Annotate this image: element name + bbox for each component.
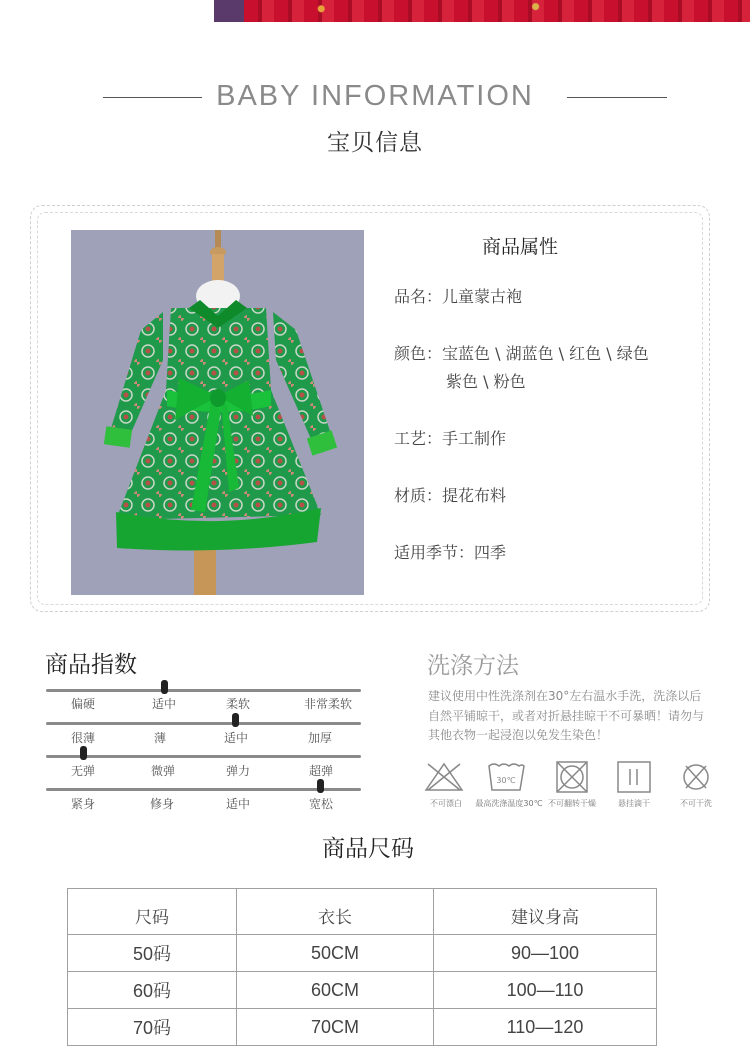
top-banner-edge <box>214 0 244 22</box>
index-option: 适中 <box>223 731 248 745</box>
table-cell: 60CM <box>237 972 434 1009</box>
attributes-title: 商品属性 <box>481 236 558 258</box>
table-header-cell: 尺码 <box>68 889 237 935</box>
index-option: 无弹 <box>70 764 95 778</box>
section-title-en: BABY INFORMATION <box>216 80 534 112</box>
table-cell: 50码 <box>68 935 237 972</box>
wash-30-icon <box>486 760 526 794</box>
table-cell: 90—100 <box>434 935 657 972</box>
attr-row-name <box>394 283 684 311</box>
hang-dry-icon <box>615 760 655 794</box>
index-option: 适中 <box>151 697 176 711</box>
attr-craft-value: 手工制作 <box>442 429 507 448</box>
wash-label: 不可漂白 <box>430 799 462 808</box>
size-title: 商品尺码 <box>322 836 414 862</box>
index-option: 加厚 <box>307 731 332 745</box>
attr-row-color <box>394 340 684 368</box>
table-header-cell: 建议身高 <box>434 889 657 935</box>
index-scale-thickness <box>46 722 361 725</box>
index-option: 紧身 <box>70 797 95 811</box>
table-cell: 70CM <box>237 1009 434 1046</box>
attr-color-key: 颜色： <box>394 344 443 363</box>
wash-label: 悬挂滴干 <box>618 799 650 808</box>
wash-label: 最高洗涤温度30℃ <box>475 799 543 808</box>
index-option: 偏硬 <box>70 697 95 711</box>
index-marker-softness <box>161 680 168 694</box>
table-cell: 100—110 <box>434 972 657 1009</box>
index-marker-fit <box>317 779 324 793</box>
index-option: 宽松 <box>308 797 333 811</box>
index-title: 商品指数 <box>45 652 137 678</box>
index-option: 超弹 <box>308 764 333 778</box>
table-row <box>68 1009 657 1046</box>
attr-color-value: 宝蓝色 \ 湖蓝色 \ 红色 \ 绿色 <box>442 344 649 363</box>
index-option: 非常柔软 <box>303 697 352 711</box>
index-option: 微弹 <box>150 764 175 778</box>
table-cell: 70码 <box>68 1009 237 1046</box>
wash-label: 不可干洗 <box>680 799 712 808</box>
no-bleach-icon <box>424 760 464 794</box>
attr-row-material <box>394 482 684 510</box>
table-cell: 50CM <box>237 935 434 972</box>
table-header-row <box>68 889 657 935</box>
attr-row-season <box>394 539 684 567</box>
table-cell: 110—120 <box>434 1009 657 1046</box>
attr-season-value: 四季 <box>474 543 507 562</box>
attr-name-key: 品名： <box>394 287 443 306</box>
attr-material-value: 提花布料 <box>442 486 507 505</box>
wash-label: 不可翻转干燥 <box>548 799 596 808</box>
index-marker-elasticity <box>80 746 87 760</box>
top-banner-image <box>214 0 750 22</box>
table-header-cell: 衣长 <box>237 889 434 935</box>
table-row <box>68 972 657 1009</box>
index-option: 薄 <box>153 731 166 745</box>
attr-material-key: 材质： <box>394 486 443 505</box>
section-title-cn: 宝贝信息 <box>327 130 423 156</box>
wash-temp-label: 30℃ <box>496 776 516 785</box>
index-option: 适中 <box>225 797 250 811</box>
index-scale-elasticity <box>46 755 361 758</box>
attr-craft-key: 工艺： <box>394 429 443 448</box>
attr-color-value-line2: 紫色 \ 粉色 <box>446 372 526 391</box>
index-option: 修身 <box>149 797 174 811</box>
no-dry-clean-icon <box>677 760 717 794</box>
mongolian-robe-illustration <box>71 230 364 595</box>
index-option: 很薄 <box>70 731 95 745</box>
size-table <box>67 888 657 1046</box>
wash-description: 建议使用中性洗涤剂在30°左右温水手洗，洗涤以后自然平铺晾干，或者对折悬挂晾干不可暴晒！请勿与其他衣物一起浸泡以免发生染色！ <box>428 689 705 742</box>
attr-name-value: 儿童蒙古袍 <box>442 287 523 306</box>
index-option: 弹力 <box>225 764 250 778</box>
attr-row-craft <box>394 425 684 453</box>
wash-title: 洗涤方法 <box>427 653 519 679</box>
index-scale-fit <box>46 788 361 791</box>
no-tumble-dry-icon <box>553 760 593 794</box>
index-option: 柔软 <box>225 697 250 711</box>
index-marker-thickness <box>232 713 239 727</box>
index-scale-softness <box>46 689 361 692</box>
table-row <box>68 935 657 972</box>
table-cell: 60码 <box>68 972 237 1009</box>
product-photo <box>71 230 364 595</box>
attr-season-key: 适用季节： <box>394 543 475 562</box>
